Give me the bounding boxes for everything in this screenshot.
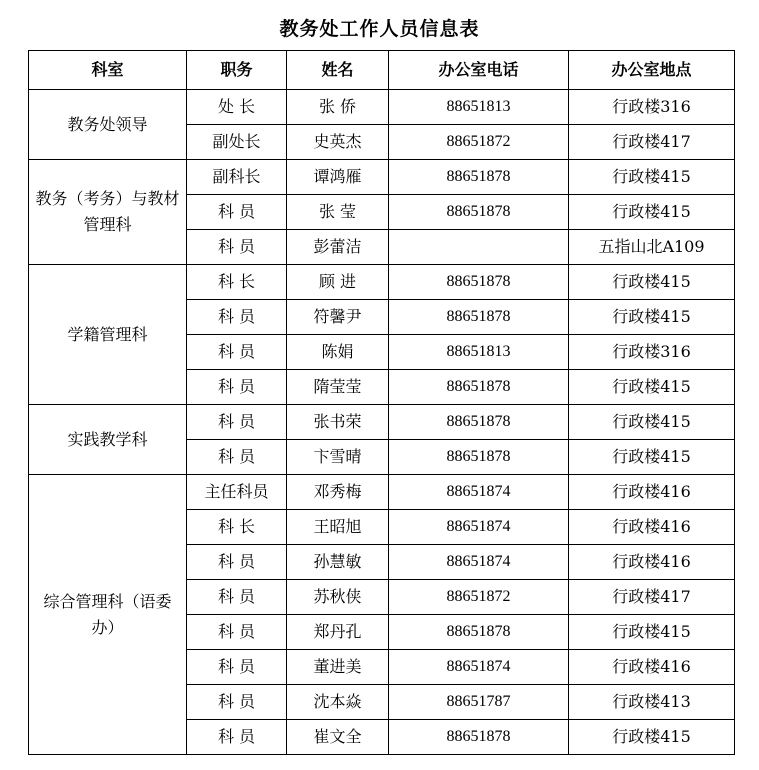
header-name: 姓名 — [287, 51, 389, 90]
name-cell: 张书荣 — [287, 405, 389, 440]
phone-cell: 88651813 — [389, 90, 569, 125]
name-cell: 彭蕾洁 — [287, 230, 389, 265]
header-dept: 科室 — [29, 51, 187, 90]
dept-cell: 实践教学科 — [29, 405, 187, 475]
location-cell: 行政楼417 — [569, 580, 735, 615]
table-row — [29, 265, 735, 300]
location-cell: 行政楼415 — [569, 300, 735, 335]
table-row — [29, 160, 735, 195]
name-cell: 史英杰 — [287, 125, 389, 160]
position-cell: 科 员 — [187, 615, 287, 650]
position-cell: 科 员 — [187, 405, 287, 440]
phone-cell: 88651872 — [389, 125, 569, 160]
name-cell: 陈娟 — [287, 335, 389, 370]
phone-cell: 88651878 — [389, 615, 569, 650]
location-cell: 行政楼316 — [569, 90, 735, 125]
table-row — [29, 90, 735, 125]
phone-cell: 88651813 — [389, 335, 569, 370]
phone-cell: 88651874 — [389, 545, 569, 580]
name-cell: 符馨尹 — [287, 300, 389, 335]
phone-cell: 88651878 — [389, 195, 569, 230]
phone-cell — [389, 230, 569, 265]
location-cell: 行政楼416 — [569, 650, 735, 685]
position-cell: 科 员 — [187, 440, 287, 475]
name-cell: 王昭旭 — [287, 510, 389, 545]
location-cell: 行政楼415 — [569, 405, 735, 440]
dept-cell: 教务处领导 — [29, 90, 187, 160]
location-cell: 行政楼416 — [569, 545, 735, 580]
phone-cell: 88651878 — [389, 405, 569, 440]
position-cell: 主任科员 — [187, 475, 287, 510]
phone-cell: 88651878 — [389, 440, 569, 475]
name-cell: 张 莹 — [287, 195, 389, 230]
table-row — [29, 405, 735, 440]
table-row — [29, 475, 735, 510]
position-cell: 科 员 — [187, 195, 287, 230]
location-cell: 行政楼415 — [569, 160, 735, 195]
position-cell: 科 长 — [187, 510, 287, 545]
phone-cell: 88651878 — [389, 370, 569, 405]
location-cell: 行政楼416 — [569, 510, 735, 545]
location-cell: 行政楼415 — [569, 720, 735, 755]
phone-cell: 88651878 — [389, 720, 569, 755]
dept-cell: 学籍管理科 — [29, 265, 187, 405]
location-cell: 行政楼415 — [569, 440, 735, 475]
location-cell: 行政楼413 — [569, 685, 735, 720]
phone-cell: 88651872 — [389, 580, 569, 615]
location-cell: 行政楼417 — [569, 125, 735, 160]
position-cell: 副科长 — [187, 160, 287, 195]
name-cell: 崔文全 — [287, 720, 389, 755]
location-cell: 行政楼316 — [569, 335, 735, 370]
location-cell: 五指山北A109 — [569, 230, 735, 265]
phone-cell: 88651874 — [389, 475, 569, 510]
page-title: 教务处工作人员信息表 — [279, 18, 480, 40]
location-cell: 行政楼415 — [569, 195, 735, 230]
dept-cell: 综合管理科（语委办） — [29, 475, 187, 755]
position-cell: 科 员 — [187, 685, 287, 720]
location-cell: 行政楼415 — [569, 370, 735, 405]
position-cell: 科 员 — [187, 545, 287, 580]
phone-cell: 88651874 — [389, 650, 569, 685]
header-position: 职务 — [187, 51, 287, 90]
phone-cell: 88651878 — [389, 265, 569, 300]
header-row — [29, 51, 735, 90]
location-cell: 行政楼416 — [569, 475, 735, 510]
name-cell: 卞雪晴 — [287, 440, 389, 475]
name-cell: 顾 进 — [287, 265, 389, 300]
location-cell: 行政楼415 — [569, 615, 735, 650]
position-cell: 科 员 — [187, 650, 287, 685]
name-cell: 邓秀梅 — [287, 475, 389, 510]
position-cell: 副处长 — [187, 125, 287, 160]
position-cell: 科 员 — [187, 580, 287, 615]
position-cell: 科 员 — [187, 720, 287, 755]
position-cell: 科 员 — [187, 335, 287, 370]
phone-cell: 88651787 — [389, 685, 569, 720]
position-cell: 科 员 — [187, 300, 287, 335]
name-cell: 张 侨 — [287, 90, 389, 125]
name-cell: 苏秋侠 — [287, 580, 389, 615]
position-cell: 科 长 — [187, 265, 287, 300]
staff-table — [28, 50, 735, 755]
header-phone: 办公室电话 — [389, 51, 569, 90]
name-cell: 郑丹孔 — [287, 615, 389, 650]
name-cell: 谭鸿雁 — [287, 160, 389, 195]
dept-cell: 教务（考务）与教材管理科 — [29, 160, 187, 265]
position-cell: 处 长 — [187, 90, 287, 125]
name-cell: 董进美 — [287, 650, 389, 685]
table-body — [29, 90, 735, 755]
name-cell: 隋莹莹 — [287, 370, 389, 405]
name-cell: 沈本焱 — [287, 685, 389, 720]
phone-cell: 88651874 — [389, 510, 569, 545]
phone-cell: 88651878 — [389, 160, 569, 195]
location-cell: 行政楼415 — [569, 265, 735, 300]
phone-cell: 88651878 — [389, 300, 569, 335]
name-cell: 孙慧敏 — [287, 545, 389, 580]
header-location: 办公室地点 — [569, 51, 735, 90]
position-cell: 科 员 — [187, 230, 287, 265]
position-cell: 科 员 — [187, 370, 287, 405]
